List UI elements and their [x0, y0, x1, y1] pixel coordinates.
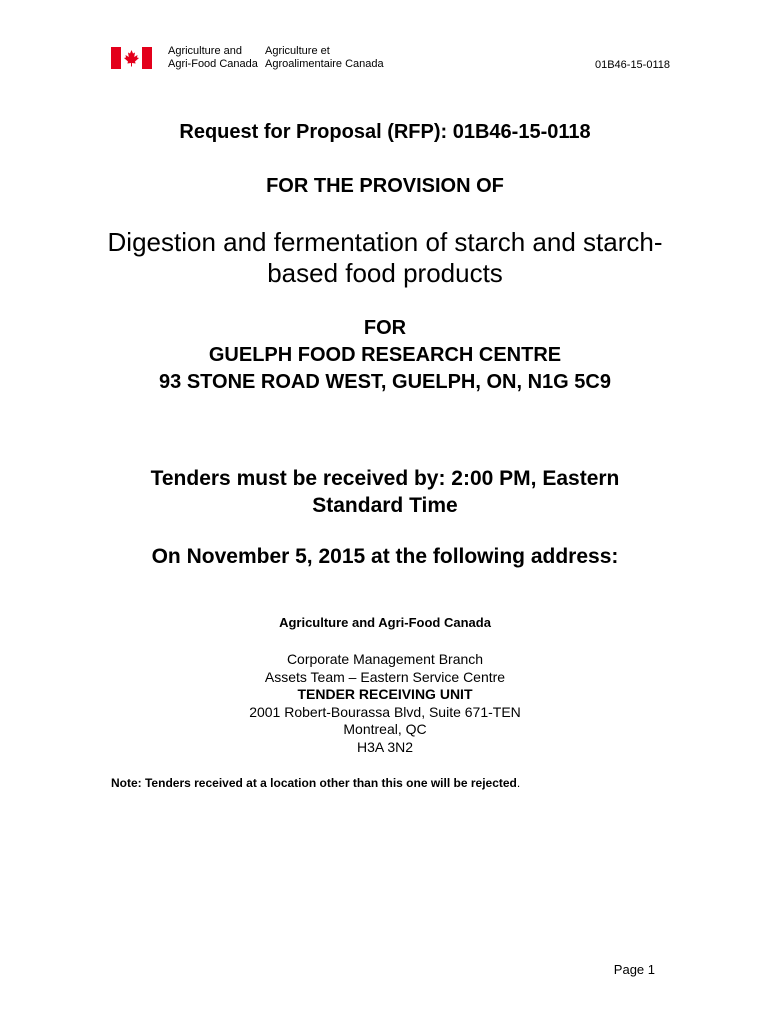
for-label: FOR	[363, 317, 407, 339]
department-name-english	[168, 45, 258, 71]
delivery-agency: Agriculture and Agri-Food Canada	[279, 615, 491, 630]
deadline-block	[60, 465, 710, 519]
rfp-title: Request for Proposal (RFP): 01B46-15-0118	[179, 121, 591, 143]
file-number: 01B46-15-0118	[594, 59, 670, 71]
subject-line1: Digestion and fermentation of starch and starch-	[107, 227, 663, 257]
rfp-subject	[60, 227, 710, 289]
centre-name: GUELPH FOOD RESEARCH CENTRE	[208, 344, 562, 366]
address-branch: Corporate Management Branch	[286, 651, 484, 667]
address-city: Montreal, QC	[343, 721, 427, 737]
address-street: 2001 Robert-Bourassa Blvd, Suite 671-TEN	[249, 703, 521, 720]
department-name-french	[265, 45, 384, 71]
location-block	[60, 315, 710, 396]
note-text: Note: Tenders received at a location other than this one will be rejected	[111, 776, 517, 790]
centre-address: 93 STONE ROAD WEST, GUELPH, ON, N1G 5C9	[159, 371, 611, 393]
header	[111, 45, 670, 73]
address-postal: H3A 3N2	[356, 738, 414, 755]
delivery-address	[60, 651, 710, 756]
canada-flag-icon	[111, 47, 152, 69]
address-unit: TENDER RECEIVING UNIT	[297, 686, 473, 702]
rejection-note	[111, 776, 520, 790]
address-team: Assets Team – Eastern Service Centre	[264, 668, 506, 685]
note-period: .	[516, 776, 521, 790]
dept-fr-line1: Agriculture et	[265, 45, 330, 57]
deadline-line1: Tenders must be received by: 2:00 PM, Eastern	[150, 467, 620, 490]
dept-en-line1: Agriculture and	[168, 45, 242, 57]
subject-line2: based food products	[267, 258, 503, 288]
deadline-date: On November 5, 2015 at the following address:	[151, 545, 619, 568]
provision-heading: FOR THE PROVISION OF	[266, 175, 504, 197]
dept-en-line2: Agri-Food Canada	[168, 58, 258, 70]
deadline-line2: Standard Time	[312, 494, 458, 517]
page-number: Page 1	[613, 962, 655, 977]
dept-fr-line2: Agroalimentaire Canada	[265, 58, 384, 70]
